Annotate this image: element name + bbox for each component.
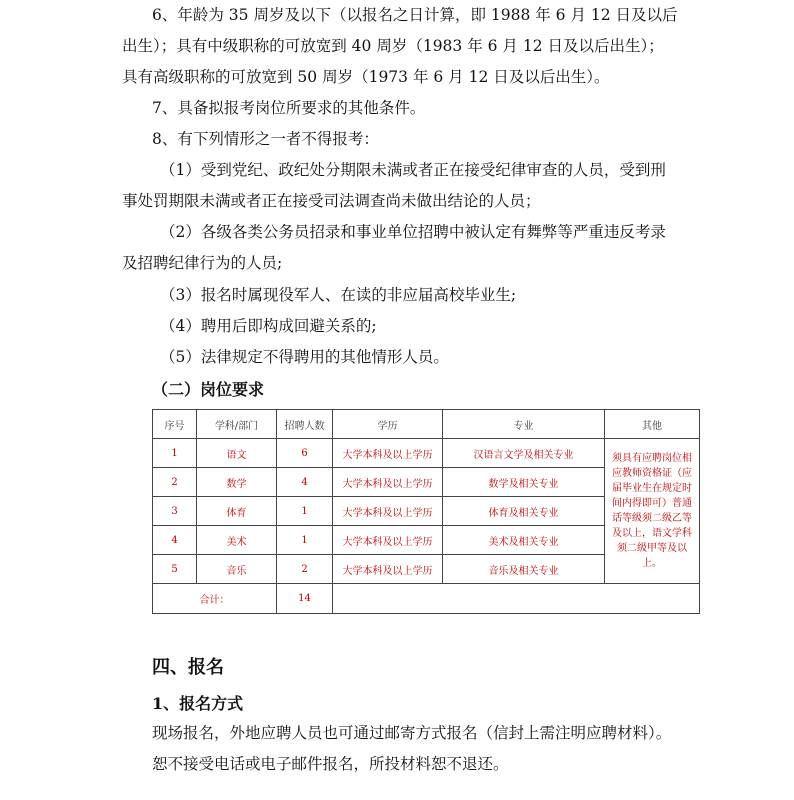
table-row — [153, 439, 700, 468]
paragraph-sub3: （3）报名时属现役军人、在读的非应届高校毕业生; — [160, 286, 517, 304]
cell-count: 4 — [277, 468, 333, 497]
header-education: 学历 — [333, 410, 443, 439]
cell-education: 大学本科及以上学历 — [333, 468, 443, 497]
cell-subject: 美术 — [197, 526, 277, 555]
cell-subject: 体育 — [197, 497, 277, 526]
cell-education: 大学本科及以上学历 — [333, 497, 443, 526]
total-value: 14 — [277, 584, 333, 614]
paragraph-sub5: （5）法律规定不得聘用的其他情形人员。 — [160, 348, 449, 366]
paragraph-sub2-line1: （2）各级各类公务员招录和事业单位招聘中被认定有舞弊等严重违反考录 — [160, 223, 666, 241]
cell-other-note: 须具有应聘岗位相应教师资格证（应届毕业生在规定时间内得即可）普通话等级须二级乙等及以上，语文学科须二级甲等及以上。 — [605, 439, 700, 584]
cell-education: 大学本科及以上学历 — [333, 439, 443, 468]
cell-major: 汉语言文学及相关专业 — [443, 439, 605, 468]
total-empty — [333, 584, 700, 614]
paragraph-item7: 7、具备拟报考岗位所要求的其他条件。 — [152, 99, 426, 117]
cell-major: 美术及相关专业 — [443, 526, 605, 555]
section-four-title: 四、报名 — [152, 657, 224, 678]
paragraph-age-line2: 出生）；具有中级职称的可放宽到 40 周岁（1983 年 6 月 12 日及以后出生）； — [122, 37, 664, 55]
header-major: 专业 — [443, 410, 605, 439]
cell-education: 大学本科及以上学历 — [333, 555, 443, 584]
cell-index: 5 — [153, 555, 197, 584]
section-post-title: （二）岗位要求 — [152, 380, 265, 399]
paragraph-registration-line2: 恕不接受电话或电子邮件报名，所投材料恕不退还。 — [152, 755, 509, 773]
total-label: 合计： — [153, 584, 277, 614]
cell-count: 1 — [277, 526, 333, 555]
cell-count: 6 — [277, 439, 333, 468]
paragraph-sub4: （4）聘用后即构成回避关系的; — [160, 317, 377, 335]
paragraph-item8: 8、有下列情形之一者不得报考： — [152, 130, 379, 148]
cell-count: 2 — [277, 555, 333, 584]
post-requirement-table — [152, 409, 700, 614]
subsection-title: 1、报名方式 — [152, 694, 244, 713]
header-other: 其他 — [605, 410, 700, 439]
paragraph-sub2-line2: 及招聘纪律行为的人员; — [122, 254, 283, 272]
paragraph-age-line1: 6、年龄为 35 周岁及以下（以报名之日计算，即 1988 年 6 月 12 日及以后 — [152, 6, 678, 24]
paragraph-registration-line1: 现场报名，外地应聘人员也可通过邮寄方式报名（信封上需注明应聘材料）。 — [152, 724, 672, 742]
cell-index: 1 — [153, 439, 197, 468]
table-total-row — [153, 584, 700, 614]
cell-subject: 语文 — [197, 439, 277, 468]
cell-education: 大学本科及以上学历 — [333, 526, 443, 555]
paragraph-sub1-line2: 事处罚期限未满或者正在接受司法调查尚未做出结论的人员； — [122, 192, 541, 210]
header-count: 招聘人数 — [277, 410, 333, 439]
header-subject: 学科/部门 — [197, 410, 277, 439]
cell-index: 2 — [153, 468, 197, 497]
cell-subject: 音乐 — [197, 555, 277, 584]
header-index: 序号 — [153, 410, 197, 439]
table-header-row — [153, 410, 700, 439]
cell-index: 3 — [153, 497, 197, 526]
cell-major: 体育及相关专业 — [443, 497, 605, 526]
cell-index: 4 — [153, 526, 197, 555]
paragraph-sub1-line1: （1）受到党纪、政纪处分期限未满或者正在接受纪律审查的人员，受到刑 — [160, 161, 666, 179]
cell-subject: 数学 — [197, 468, 277, 497]
cell-count: 1 — [277, 497, 333, 526]
cell-major: 数学及相关专业 — [443, 468, 605, 497]
cell-major: 音乐及相关专业 — [443, 555, 605, 584]
paragraph-age-line3: 具有高级职称的可放宽到 50 周岁（1973 年 6 月 12 日及以后出生）。 — [122, 68, 610, 86]
